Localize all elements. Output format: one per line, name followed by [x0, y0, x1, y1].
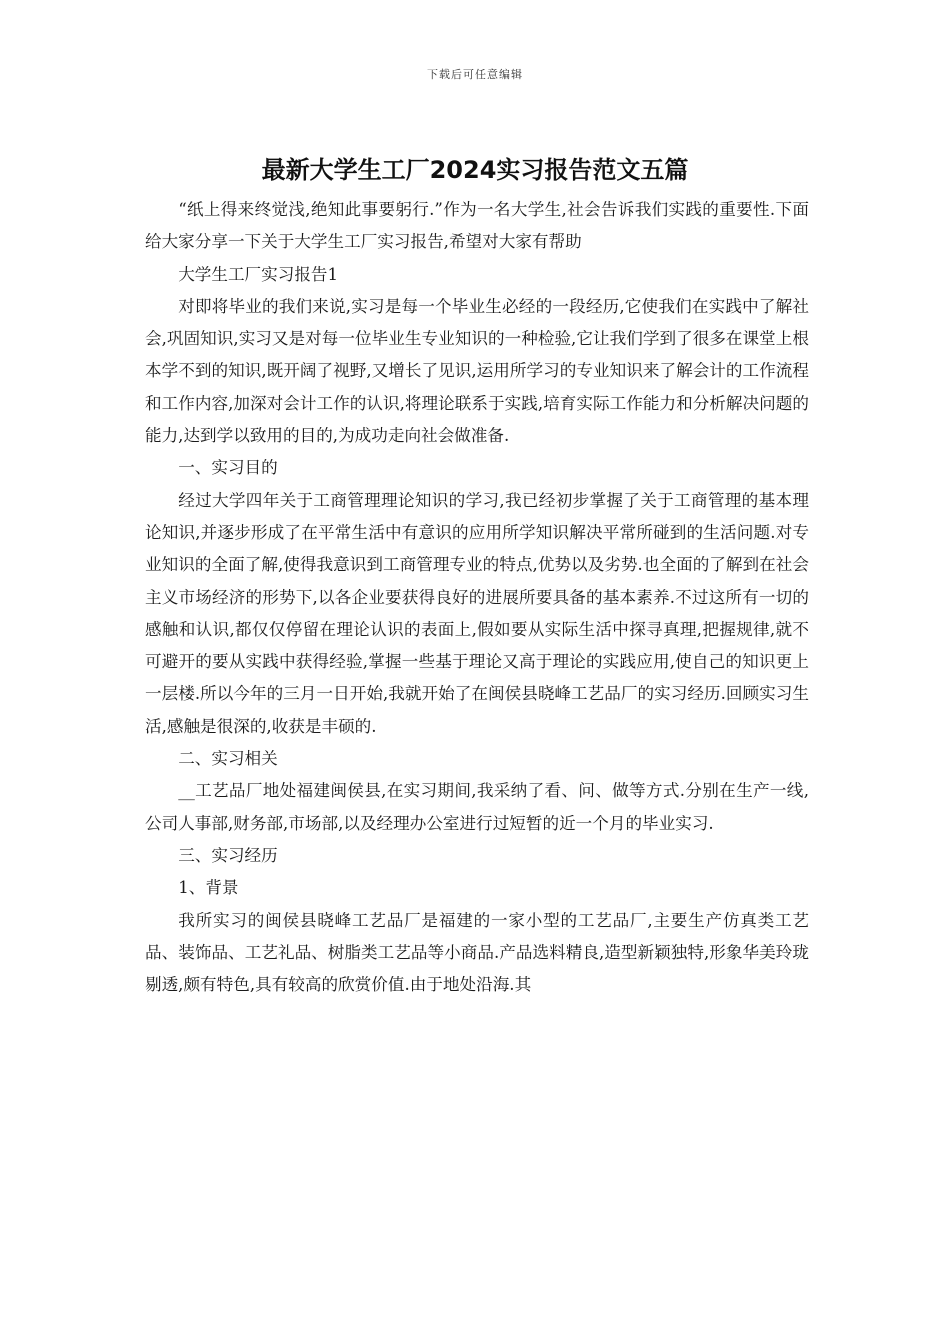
body-paragraph: 对即将毕业的我们来说,实习是每一个毕业生必经的一段经历,它使我们在实践中了解社会,巩固知识,实习又是对每一位毕业生专业知识的一种检验,它让我们学到了很多在课堂上根本学不到的知识,既开阔了视野,又增长了见识,运用所学习的专业知识来了解会计的工作流程和工作内容,加深对会计工作的认识,将理论联系于实践,培育实际工作能力和分析解决问题的能力,达到学以致用的目的,为成功走向社会做准备.: [145, 296, 809, 446]
section-heading: 二、实习相关: [178, 749, 278, 769]
body-paragraph: __工艺品厂地处福建闽侯县,在实习期间,我采纳了看、问、做等方式.分别在生产一线,公司人事部,财务部,市场部,以及经理办公室进行过短暂的近一个月的毕业实习.: [145, 781, 809, 833]
subsection-heading: 1、背景: [178, 878, 239, 898]
document-title: 最新大学生工厂2024实习报告范文五篇: [261, 156, 689, 184]
document-body: [145, 194, 809, 1001]
intro-paragraph: “纸上得来终觉浅,绝知此事要躬行.”作为一名大学生,社会告诉我们实践的重要性.下面给大家分享一下关于大学生工厂实习报告,希望对大家有帮助: [145, 200, 809, 252]
section-heading: 一、实习目的: [178, 458, 278, 478]
section-heading: 三、实习经历: [178, 845, 278, 865]
body-paragraph: 经过大学四年关于工商管理理论知识的学习,我已经初步掌握了关于工商管理的基本理论知识,并逐步形成了在平常生活中有意识的应用所学知识解决平常所碰到的生活问题.对专业知识的全面了解,使得我意识到工商管理专业的特点,优势以及劣势.也全面的了解到在社会主义市场经济的形势下,以各企业要获得良好的进展所要具备的基本素养.不过这所有一切的感触和认识,都仅仅停留在理论认识的表面上,假如要从实际生活中探寻真理,把握规律,就不可避开的要从实践中获得经验,掌握一些基于理论又高于理论的实践应用,使自己的知识更上一层楼.所以今年的三月一日开始,我就开始了在闽侯县晓峰工艺品厂的实习经历.回顾实习生活,感触是很深的,收获是丰硕的.: [145, 490, 809, 736]
header-note: 下载后可任意编辑: [427, 68, 523, 81]
body-paragraph: 我所实习的闽侯县晓峰工艺品厂是福建的一家小型的工艺品厂,主要生产仿真类工艺品、装饰品、工艺礼品、树脂类工艺品等小商品.产品选料精良,造型新颖独特,形象华美玲珑剔透,颇有特色,具有较高的欣赏价值.由于地处沿海.其: [145, 910, 809, 995]
report-heading: 大学生工厂实习报告1: [178, 264, 339, 284]
